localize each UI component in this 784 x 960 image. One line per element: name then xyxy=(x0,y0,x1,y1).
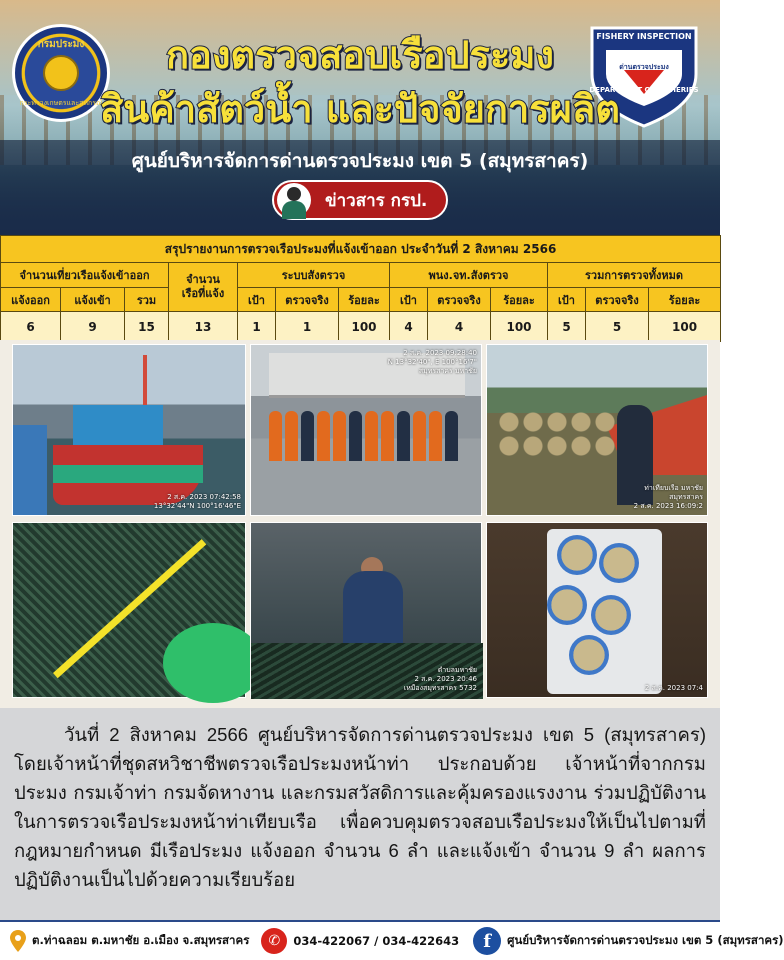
header-trips: จำนวนเที่ยวเรือแจ้งเข้าออก xyxy=(1,263,169,288)
phone-text: 034-422067 / 034-422643 xyxy=(293,934,460,948)
photo-catch-baskets xyxy=(486,344,708,516)
header-total: รวมการตรวจทั้งหมด xyxy=(548,263,721,288)
badge-top-text: FISHERY INSPECTION xyxy=(596,32,692,41)
subheader-system-target: เป้า xyxy=(238,288,276,312)
header-boats-line1: จำนวน xyxy=(186,273,220,286)
seal-bottom-text: กระทรวงเกษตรและสหกรณ์ xyxy=(19,99,103,107)
location-pin-icon xyxy=(10,930,26,952)
subheader-officer-actual: ตรวจจริง xyxy=(428,288,491,312)
photo-timestamp: 2 ส.ค. 2023 09:28:40 N 13°32'40", E 100°16'7" สมุทรสาคร มหาชัย xyxy=(387,349,477,375)
news-paragraph: วันที่ 2 สิงหาคม 2566 ศูนย์บริหารจัดการด่านตรวจประมง เขต 5 (สมุทรสาคร) โดยเจ้าหน้าที่ชุดสหวิชาชีพตรวจเรือประมงหน้าท่า ประกอบด้วย เจ้าหน้าที่จากกรมประมง กรมเจ้าท่า กรมจัดหางาน และกรมสวัสดิการและคุ้มครองแรงงาน ร่วมปฏิบัติงานในการตรวจเรือประมงหน้าท่าเทียบเรือ เพื่อควบคุมตรวจสอบเรือประมงให้เป็นไปตามที่กฎหมายกำหนด มีเรือประมง แจ้งออก จำนวน 6 ลำ และแจ้งเข้า จำนวน 9 ลำ ผลการปฏิบัติงานเป็นไปด้วยความเรียบร้อย xyxy=(14,724,706,890)
photo-inspection-team xyxy=(250,344,482,516)
news-body xyxy=(0,708,720,920)
officer-avatar-icon xyxy=(277,183,311,217)
footer-facebook xyxy=(459,927,783,955)
photo-fishing-boat xyxy=(12,344,246,516)
value-total-percent: 100 xyxy=(649,312,721,342)
header-boats-line2: เรือที่แจ้ง xyxy=(181,287,225,300)
badge-mid-text: ด่านตรวจประมง xyxy=(619,63,669,71)
value-boats: 13 xyxy=(169,312,238,342)
value-in: 9 xyxy=(61,312,125,342)
photo-timestamp: ตำบลมหาชัย 2 ส.ค. 2023 20:46 เหมืองสมุทรสาคร 5732 xyxy=(403,666,477,692)
value-system-actual: 1 xyxy=(276,312,339,342)
news-badge-label: ข่าวสาร กรป. xyxy=(325,190,428,211)
subheader-officer-target: เป้า xyxy=(390,288,428,312)
subheader-total-actual: ตรวจจริง xyxy=(586,288,649,312)
subheader-out: แจ้งออก xyxy=(1,288,61,312)
subheader-sum: รวม xyxy=(125,288,169,312)
photo-net-measurement xyxy=(12,522,246,698)
badge-bottom-text: DEPARTMENT OF FISHERIES xyxy=(589,86,699,94)
subheader-system-percent: ร้อยละ xyxy=(339,288,390,312)
inspection-report-table xyxy=(0,235,721,342)
value-officer-target: 4 xyxy=(390,312,428,342)
subheader-system-actual: ตรวจจริง xyxy=(276,288,339,312)
report-title: สรุปรายงานการตรวจเรือประมงที่แจ้งเข้าออก ประจำวันที่ 2 สิงหาคม 2566 xyxy=(1,236,721,263)
photo-timestamp: 2 ส.ค. 2023 07:42:58 13°32'44"N 100°16'46"E xyxy=(153,493,241,510)
facebook-text: ศูนย์บริหารจัดการด่านตรวจประมง เขต 5 (สมุทรสาคร) xyxy=(507,933,784,947)
value-sum: 15 xyxy=(125,312,169,342)
photo-catch-bowls xyxy=(486,522,708,698)
subheader-total-percent: ร้อยละ xyxy=(649,288,721,312)
value-system-percent: 100 xyxy=(339,312,390,342)
header-system: ระบบสังตรวจ xyxy=(238,263,390,288)
header-boats xyxy=(169,263,238,312)
value-officer-percent: 100 xyxy=(491,312,548,342)
photo-net-inspection xyxy=(250,522,482,698)
facebook-icon: f xyxy=(473,927,501,955)
header-officer: พนง.จท.สังตรวจ xyxy=(390,263,548,288)
footer-contact-bar xyxy=(0,920,784,960)
header-banner xyxy=(0,0,720,235)
footer-address xyxy=(0,930,249,952)
subheader-total-target: เป้า xyxy=(548,288,586,312)
page-title-line2: สินค้าสัตว์น้ำ และปัจจัยการผลิต xyxy=(100,87,620,131)
seal-top-text: กรมประมง xyxy=(37,39,85,50)
page-subtitle: ศูนย์บริหารจัดการด่านตรวจประมง เขต 5 (สมุทรสาคร) xyxy=(131,150,589,172)
footer-phone xyxy=(249,928,459,954)
photo-timestamp: 2 ส.ค. 2023 07:4 xyxy=(644,684,703,692)
subheader-officer-percent: ร้อยละ xyxy=(491,288,548,312)
page-title-line1: กองตรวจสอบเรือประมง xyxy=(166,33,554,77)
photo-grid xyxy=(0,340,720,708)
value-total-target: 5 xyxy=(548,312,586,342)
value-system-target: 1 xyxy=(238,312,276,342)
news-badge xyxy=(272,180,448,220)
subheader-in: แจ้งเข้า xyxy=(61,288,125,312)
value-total-actual: 5 xyxy=(586,312,649,342)
photo-timestamp: ท่าเทียบเรือ มหาชัย สมุทรสาคร 2 ส.ค. 2023 16:09:2 xyxy=(633,484,703,510)
value-out: 6 xyxy=(1,312,61,342)
value-officer-actual: 4 xyxy=(428,312,491,342)
phone-icon: ✆ xyxy=(261,928,287,954)
address-text: ต.ท่าฉลอม ต.มหาชัย อ.เมือง จ.สมุทรสาคร xyxy=(32,933,250,947)
